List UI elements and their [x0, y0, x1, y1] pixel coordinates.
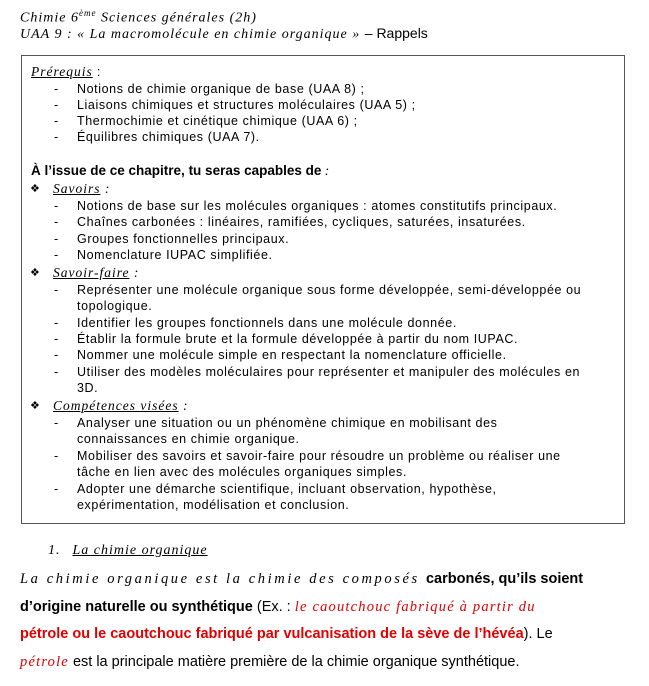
- savoirfaire-colon: :: [129, 265, 140, 280]
- chapter-number: 1.: [48, 543, 61, 558]
- competences-item-text: connaissances en chimie organique.: [77, 432, 300, 446]
- para-bold: d’origine naturelle ou synthétique: [20, 599, 253, 615]
- savoirfaire-item-text: Identifier les groupes fonctionnels dans une molécule donnée.: [77, 316, 457, 330]
- prereq-item-text: Notions de chimie organique de base (UAA 8) ;: [77, 82, 365, 96]
- para-red-italic: le caoutchouc fabriqué à partir du: [294, 599, 536, 615]
- header-uaa: UAA 9 : « La macromolécule en chimie organique »: [20, 27, 365, 42]
- savoirs-colon: :: [100, 181, 111, 196]
- chapter-title: La chimie organique: [72, 543, 208, 558]
- capable-heading: [31, 163, 329, 179]
- diamond-bullet-icon: ❖: [30, 183, 41, 195]
- competences-item-text: tâche en lien avec des molécules organiques simples.: [77, 465, 407, 479]
- savoirs-item-text: Chaînes carbonées : linéaires, ramifiées, cycliques, saturées, insaturées.: [77, 215, 526, 229]
- savoirfaire-title: Savoir-faire: [53, 265, 130, 280]
- savoirfaire-item-text: Nommer une molécule simple en respectant la nomenclature officielle.: [77, 348, 507, 362]
- chapter-heading: [48, 543, 208, 559]
- paragraph-line-2: [20, 599, 626, 616]
- para-text: (Ex. :: [252, 599, 295, 615]
- prereq-title: Prérequis: [31, 64, 93, 79]
- objectives-box: Prérequis : - Notions de chimie organique de base (UAA 8) ; - Liaisons chimiques et structures moléculaires (UAA 5) ; - Thermochimie et cinétique chimique (UAA 6) ; - Équilibres chimiques (UAA 7). À l’issue de ce chapitre, tu seras capables de : ❖ Savoirs : - Notions de base sur les molécules organiques : atomes constitutifs principaux. - Chaînes carbonées : linéaires, ramifiées, cycliques, saturées, insaturées. - Groupes fonctionnelles principaux. - Nomenclature IUPAC simplifiée. ❖ Savoir-faire : - Représenter une molécule organique sous forme développée, semi-développée ou topologique. - Identifier les groupes fonctionnels dans une molécule donnée. - Établir la formule brute et la formule développée à partir du nom IUPAC. - Nommer une molécule simple en respectant la nomenclature officielle. - Utiliser des modèles moléculaires pour représenter et manipuler des molécules en 3D. ❖ Compétences visées : - Analyser une situation ou un phénomène chimique en mobilisant des connaissances en chimie organique. - Mobiliser des savoirs et savoir-faire pour résoudre un problème ou réaliser une tâche en lien avec des molécules organiques simples. - Adopter une démarche scientifique, incluant observation, hypothèse, expérimentation, modélisation et conclusion.: [21, 55, 625, 524]
- header-course-rest: Sciences générales (2h): [96, 10, 257, 26]
- para-red-italic: pétrole: [20, 654, 69, 670]
- savoirfaire-item-text: Utiliser des modèles moléculaires pour représenter et manipuler des molécules en: [77, 365, 581, 379]
- header-sup: ème: [78, 8, 97, 18]
- header-line-1: [20, 8, 257, 27]
- competences-item-text: Mobiliser des savoirs et savoir-faire pour résoudre un problème ou réaliser une: [77, 449, 561, 463]
- capable-colon: :: [321, 163, 330, 178]
- diamond-bullet-icon: ❖: [30, 400, 41, 412]
- paragraph-line-3: [20, 626, 626, 642]
- para-bold: carbonés, qu’ils soient: [425, 571, 584, 587]
- prereq-colon: :: [92, 65, 101, 79]
- savoirfaire-item-text: Établir la formule brute et la formule développée à partir du nom IUPAC.: [77, 332, 519, 346]
- savoirfaire-item-text: Représenter une molécule organique sous forme développée, semi-développée ou: [77, 283, 582, 297]
- prereq-item-text: Thermochimie et cinétique chimique (UAA 6) ;: [77, 114, 358, 128]
- para-text: est la principale matière première de la chimie organique synthétique.: [68, 654, 520, 670]
- savoirs-item-text: Notions de base sur les molécules organiques : atomes constitutifs principaux.: [77, 199, 558, 213]
- competences-colon: :: [178, 398, 189, 413]
- savoirs-item-text: Groupes fonctionnelles principaux.: [77, 232, 290, 246]
- savoirs-item-text: Nomenclature IUPAC simplifiée.: [77, 248, 273, 262]
- savoirs-title: Savoirs: [53, 181, 101, 196]
- competences-item-text: Adopter une démarche scientifique, incluant observation, hypothèse,: [77, 482, 497, 496]
- header-course: Chimie 6: [20, 10, 79, 26]
- header-line-2: [20, 25, 428, 43]
- paragraph-line-4: [20, 654, 626, 671]
- header-rappels: – Rappels: [364, 25, 428, 41]
- para-text: La chimie organique est la chimie des composés: [20, 571, 426, 587]
- prereq-heading: [31, 64, 101, 80]
- paragraph-line-1: [20, 571, 626, 588]
- competences-title: Compétences visées: [53, 398, 179, 413]
- prereq-item-text: Liaisons chimiques et structures moléculaires (UAA 5) ;: [77, 98, 416, 112]
- savoirfaire-item-text: 3D.: [77, 381, 99, 395]
- para-red-bold: pétrole ou le caoutchouc fabriqué par vulcanisation de la sève de l’hévéa: [20, 626, 524, 642]
- competences-item-text: expérimentation, modélisation et conclusion.: [77, 498, 350, 512]
- diamond-bullet-icon: ❖: [30, 267, 41, 279]
- prereq-item-text: Équilibres chimiques (UAA 7).: [77, 130, 260, 144]
- para-text: ). Le: [523, 626, 553, 642]
- competences-item-text: Analyser une situation ou un phénomène chimique en mobilisant des: [77, 416, 498, 430]
- savoirfaire-item-text: topologique.: [77, 299, 153, 313]
- capable-text: À l’issue de ce chapitre, tu seras capables de: [31, 163, 322, 178]
